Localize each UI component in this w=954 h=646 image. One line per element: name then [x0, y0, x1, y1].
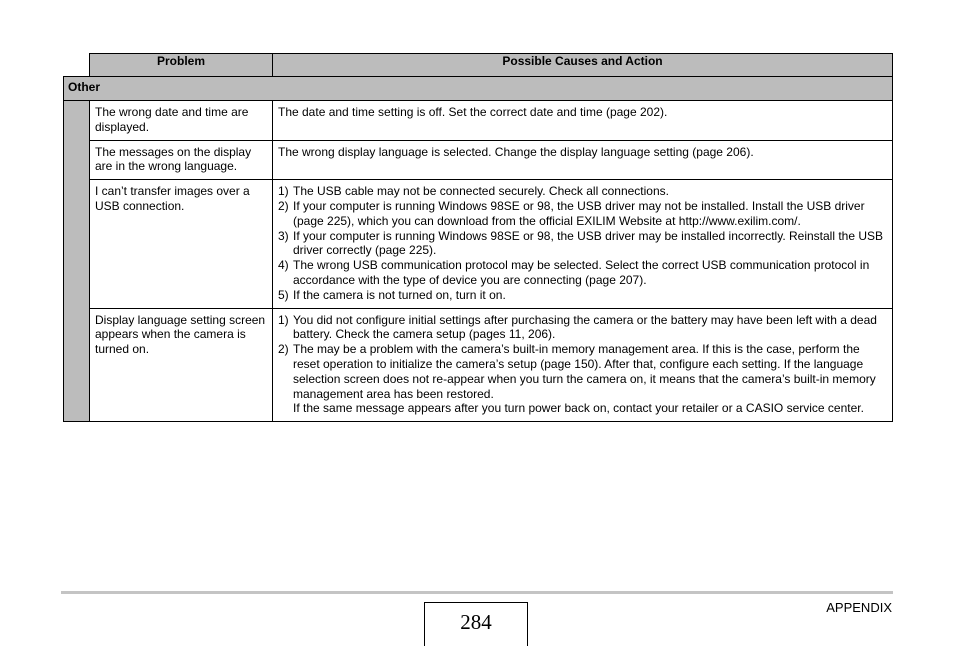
footer-section-label: APPENDIX	[826, 600, 892, 615]
table-row	[64, 180, 893, 308]
item-text: If your computer is running Windows 98SE or 98, the USB driver may not be installed. Install the USB driver (page 225), which you can download from the official EXILIM Website at http://www.exilim.com/.	[293, 198, 865, 228]
problem-cell: Display language setting screen appears when the camera is turned on.	[90, 308, 273, 422]
item-number: 1)	[278, 184, 289, 199]
action-list	[278, 313, 887, 417]
action-item	[278, 199, 887, 229]
item-number: 2)	[278, 198, 289, 213]
action-list	[278, 184, 887, 302]
item-text: The USB cable may not be connected securely. Check all connections.	[293, 184, 669, 199]
section-row	[64, 77, 893, 101]
item-number: 2)	[278, 342, 289, 357]
problem-cell: The messages on the display are in the wrong language.	[90, 140, 273, 180]
action-item	[278, 229, 887, 259]
page-number: 284	[424, 602, 528, 646]
action-cell: The wrong display language is selected. Change the display language setting (page 206).	[273, 140, 893, 180]
header-problem: Problem	[90, 54, 273, 77]
action-item	[278, 288, 887, 303]
item-text: You did not configure initial settings after purchasing the camera or the battery may have been left with a dead battery. Check the camera setup (pages 11, 206).	[293, 312, 877, 342]
item-text: If the camera is not turned on, turn it on.	[293, 287, 506, 302]
item-number: 5)	[278, 287, 289, 302]
action-item	[278, 313, 887, 343]
header-action: Possible Causes and Action	[273, 54, 893, 77]
item-text: The wrong USB communication protocol may be selected. Select the correct USB communication protocol in accordance with the type of device you are connecting (page 207).	[293, 258, 870, 287]
item-number: 3)	[278, 228, 289, 243]
table-row	[64, 140, 893, 180]
item-text: The may be a problem with the camera’s built-in memory management area. If this is the case, perform the reset operation to initialize the camera’s setup (page 150). After that, configure each setting. If the language selection screen does not re-appear when you turn the camera on, it means that the camera’s built-in memory management area has been restored.	[293, 342, 876, 401]
action-item	[278, 342, 887, 416]
header-spacer	[64, 54, 90, 77]
troubleshooting-table	[63, 53, 893, 422]
problem-cell: The wrong date and time are displayed.	[90, 101, 273, 141]
item-number: 1)	[278, 312, 289, 327]
problem-cell: I can’t transfer images over a USB connection.	[90, 180, 273, 308]
action-item	[278, 258, 887, 288]
action-cell	[273, 180, 893, 308]
section-side-bar	[64, 101, 90, 422]
table-header-row	[64, 54, 893, 77]
item-number: 4)	[278, 258, 289, 273]
footer-divider	[61, 591, 893, 594]
item-text: If your computer is running Windows 98SE or 98, the USB driver may be installed incorrectly. Reinstall the USB driver correctly (page 225).	[293, 228, 884, 258]
table-row	[64, 101, 893, 141]
item-extra-text: If the same message appears after you turn power back on, contact your retailer or a CASIO service center.	[293, 401, 864, 416]
action-cell: The date and time setting is off. Set the correct date and time (page 202).	[273, 101, 893, 141]
action-item	[278, 184, 887, 199]
table-row	[64, 308, 893, 422]
action-cell	[273, 308, 893, 422]
section-title: Other	[64, 77, 893, 101]
